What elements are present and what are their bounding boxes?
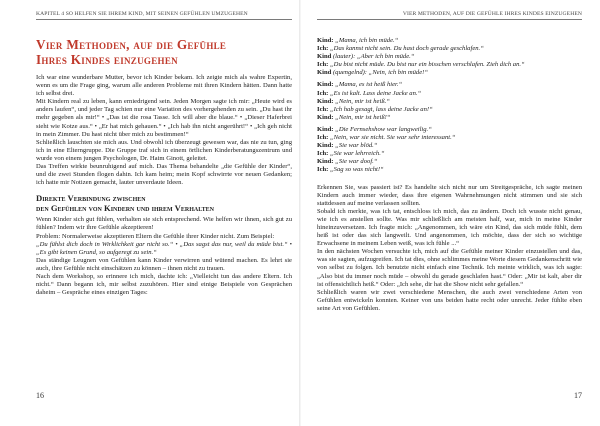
section-title-line-1: Direkte Verbindung zwischen [36, 193, 146, 204]
dialogue-line: Kind: „Sie war blöd.“ [317, 142, 378, 150]
dialogue-line: Kind: „Sie war doof.“ [317, 158, 378, 166]
chapter-title [36, 37, 292, 67]
page-number-left: 16 [36, 391, 44, 400]
header-rule-right [317, 19, 582, 20]
paragraph-8: Nach dem Workshop, so erinnere ich mich, dachte ich: „Vielleicht tun das andere Eltern. Ich nicht.“ Dann begann ich, mir selbst zuzuhören. Hier sind einige Beispiele von Gesprächen daheim – Gespräche eines einzigen Tages: [36, 272, 292, 297]
paragraph-r2: Sobald ich merkte, was ich tat, entschloss ich mich, das zu ändern. Doch ich wusste nicht genau, wie ich es anstellen sollte. Was mir schließlich am meisten half, war, mich in meine Kinder hineinzuversetzen. Ich fragte mich: „Angenommen, ich wäre ein Kind, das sich müde fühlt, dem heiß ist oder das sich langweilt. Und angenommen, ich möchte, dass der sich so wichtige Erwachsene in meinem Leben weiß, was ich fühle ...“ [317, 207, 582, 248]
paragraph-2: Mit Kindern real zu leben, kann erniedrigend sein. Jeden Morgen sagte ich mir: „Heute wird es anders laufen“, und jeder Tag schien nur eine Variation des vorhergehenden zu sein. „Du hast ihr mehr gegeben als mir!“ • „Das ist die rosa Tasse. Ich will aber die blaue.“ • „Dieser Haferbrei sieht wie Kotze aus.“ • „Er hat mich gehauen.“ • „Ich hab ihn nicht angerührt!“ • „Ich geh nicht in mein Zimmer. Du hast nicht über mich zu bestimmen!“ [36, 98, 292, 138]
right-page-content [317, 37, 582, 313]
dialogue-block-1 [317, 37, 582, 77]
paragraph-r4: Schließlich waren wir zwei verschiedene Menschen, die auch zwei verschiedene Arten von Gefühlen entwickeln konnten. Keiner von uns beiden hatte recht oder unrecht. Jeder fühlte eben seine Art von Gefühlen. [317, 288, 582, 312]
section-title [36, 193, 292, 213]
paragraph-7: Das ständige Leugnen von Gefühlen kann Kinder verwirren und wütend machen. Es lehrt sie auch, ihre Gefühle nicht einschätzen zu können – ihnen nicht zu trauen. [36, 256, 292, 272]
running-head-left: KAPITEL 4 SO HELFEN SIE IHREM KIND, MIT SEINEN GEFÜHLEN UMZUGEHEN [36, 11, 248, 17]
dialogue-line: Kind: „Mama, es ist heiß hier.“ [317, 81, 403, 89]
dialogue-line: Ich: „Ich hab gesagt, lass deine Jacke an!“ [317, 105, 433, 113]
section-title-line-2: den Gefühlen von Kindern und ihrem Verhalten [36, 203, 214, 214]
paragraph-r1: Erkennen Sie, was passiert ist? Es handelte sich nicht nur um Streitgespräche, ich sagte meinen Kindern auch immer wieder, dass ihre eigenen Wahrnehmungen nicht stimmen und sie sich stattdessen auf meine verlassen sollten. [317, 183, 582, 207]
dialogue-line: Ich: „Sag so was nicht!“ [317, 166, 384, 174]
paragraph-5: Wenn Kinder sich gut fühlen, verhalten sie sich entsprechend. Wie helfen wir ihnen, sich gut zu fühlen? Indem wir ihre Gefühle akzeptieren! [36, 216, 292, 232]
dialogue-line: Kind: „Nein, mir ist heiß.“ [317, 97, 390, 105]
dialogue-line: Kind: „Nein, mir ist heiß!“ [317, 113, 391, 121]
paragraph-6: Problem: Normalerweise akzeptieren Eltern die Gefühle ihrer Kinder nicht. Zum Beispiel: [36, 232, 275, 240]
dialogue-line: Kind (quengelnd): „Nein, ich bin müde!“ [317, 69, 428, 77]
dialogue-line: Ich: „Sie war lehrreich.“ [317, 150, 385, 158]
right-page [300, 0, 600, 426]
chapter-title-line-1: Vier Methoden, auf die Gefühle [36, 37, 227, 52]
paragraph-4: Das Treffen wirkte beunruhigend auf mich. Das Thema behandelte „die Gefühle der Kinder“, und die zwei Stunden flogen dahin. Ich kam heim; mein Kopf schwirrte vor neuen Gedanken; ich hatte mir Notizen gemacht, lauter unverdaute Ideen. [36, 163, 292, 187]
page-number-right: 17 [574, 391, 582, 400]
dialogue-line: Kind: „Mama, ich bin müde.“ [317, 37, 399, 44]
left-page-content [36, 24, 292, 297]
paragraph-3: Schließlich lauschten sie mich aus. Und obwohl ich überzeugt gewesen war, das nie zu tun, ging ich in eine Elterngruppe. Die Gruppe traf sich in einem örtlichen Kinderberatungszentrum und wurde von einem jungen Psychologen, Dr. Haim Ginott, geleitet. [36, 138, 292, 162]
dialogue-line: Kind (lauter): „Aber ich bin müde.“ [317, 53, 415, 61]
dialogue-line: Kind: „Die Fernsehshow war langweilig.“ [317, 125, 432, 133]
header-rule-left [36, 19, 292, 20]
dialogue-line: Ich: „Das kannst nicht sein. Du hast doch gerade geschlafen.“ [317, 45, 484, 53]
paragraph-1: Ich war eine wunderbare Mutter, bevor ich Kinder bekam. Ich zeigte mich als wahre Expertin, wenn es um die Frage ging, warum alle anderen Probleme mit ihren Kindern hätten. Dann hatte ich selbst drei. [36, 74, 292, 98]
example-quotes: „Du fühlst dich doch in Wirklichkeit gar nicht so.“ • „Das sagst das nur, weil du müde bist.“ • „Es gibt keinen Grund, so aufgeregt zu sein.“ [36, 240, 292, 256]
dialogue-block-2 [317, 81, 582, 121]
dialogue-block-3 [317, 126, 582, 175]
running-head-right: VIER METHODEN, AUF DIE GEFÜHLE IHRES KINDES EINZUGEHEN [402, 11, 582, 17]
chapter-title-line-2: Ihres Kindes einzugehen [36, 52, 178, 67]
dialogue-line: Ich: „Nein, war sie nicht. Sie war sehr interessant.“ [317, 134, 456, 142]
dialogue-line: Ich: „Es ist kalt. Lass deine Jacke an.“ [317, 89, 422, 97]
dialogue-line: Ich: „Du bist nicht müde. Du bist nur ein bisschen verschlafen. Zieh dich an.“ [317, 61, 525, 69]
paragraph-r3: In den nächsten Wochen versuchte ich, mich auf die Gefühle meiner Kinder einzustellen und das, was sie sagten, aufzugreifen. Ich tat dies, ohne schlimmes meine Worte diesem Gedankenschritt wie von selbst zu folgen. Ich benutzte nicht einfach eine Technik. Ich meinte wirklich, was ich sagte: „Also bist du immer noch müde – obwohl du gerade geschlafen hast.“ Oder: „Mir ist kalt, aber dir ist offensichtlich heiß.“ Oder: „Ich sehe, dir hat die Show nicht sehr gefallen.“ [317, 248, 582, 288]
